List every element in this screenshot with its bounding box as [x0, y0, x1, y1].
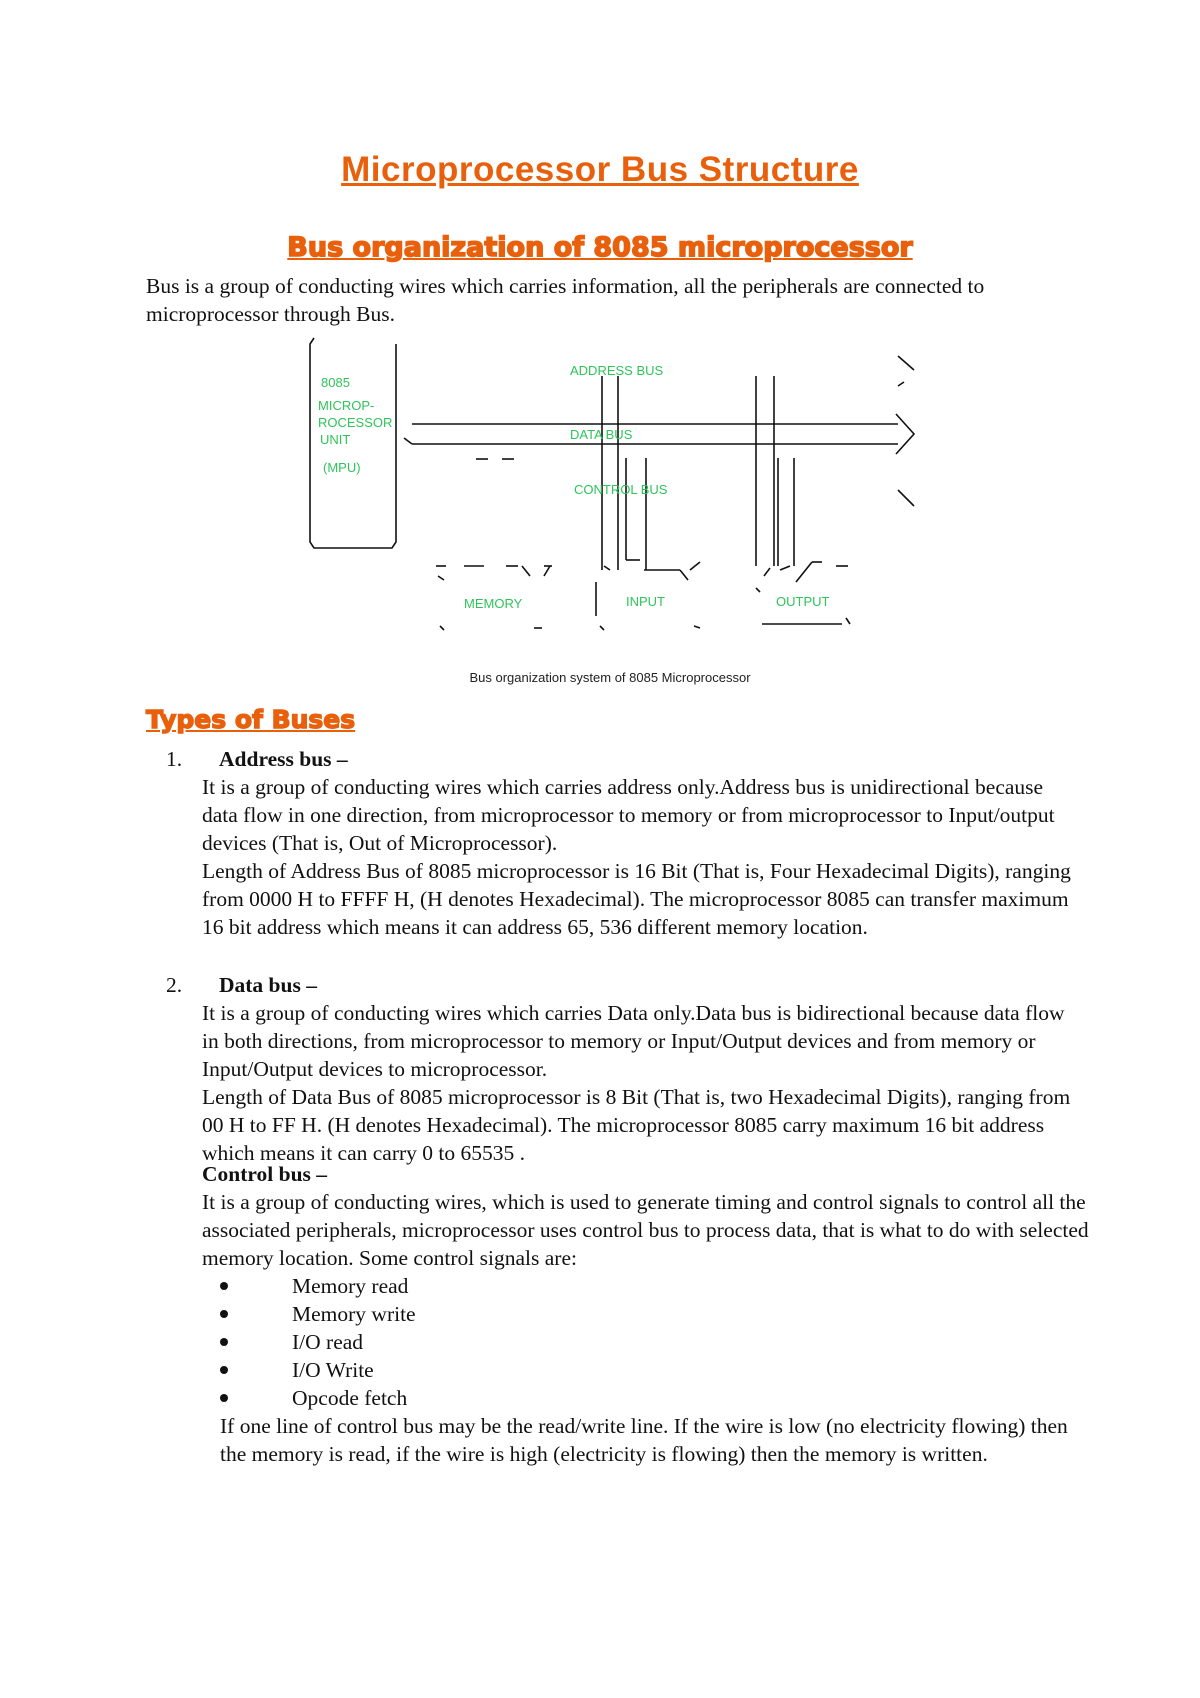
types-of-buses-heading: Types of Buses [146, 705, 356, 734]
memory-label: MEMORY [464, 596, 523, 611]
mpu-label-1: 8085 [321, 375, 350, 390]
data-bus-number: 2. [166, 973, 183, 997]
output-label: OUTPUT [776, 594, 830, 609]
address-bus-heading: Address bus – [219, 747, 348, 771]
bullet-icon [220, 1282, 228, 1290]
list-item [210, 1300, 416, 1328]
list-item [210, 1384, 416, 1412]
signal-label: Opcode fetch [292, 1386, 408, 1410]
bus-diagram-svg [0, 330, 1200, 700]
mpu-label-3: ROCESSOR [318, 415, 393, 430]
mpu-label-5: (MPU) [323, 460, 361, 475]
mpu-label-4: UNIT [320, 432, 351, 447]
page-title: Microprocessor Bus Structure [341, 150, 859, 189]
bus-organization-diagram [0, 330, 1200, 700]
signal-label: I/O read [292, 1330, 364, 1354]
bullet-icon [220, 1310, 228, 1318]
data-bus-paragraph-2: Length of Data Bus of 8085 microprocessor is 8 Bit (That is, two Hexadecimal Digits), ranging from 00 H to FF H. (H denotes Hexadecimal). The microprocessor 8085 carry maximum 16 bit address which means it can carry 0 to 65535 . [202, 1085, 1071, 1165]
data-bus-heading: Data bus – [219, 973, 317, 997]
data-bus-paragraph-1: It is a group of conducting wires which carries Data only.Data bus is bidirectional because data flow in both directions, from microprocessor to memory or Input/Output devices and from memory or Input/Output devices to microprocessor. [202, 1001, 1065, 1081]
bullet-icon [220, 1366, 228, 1374]
bullet-icon [220, 1338, 228, 1346]
signal-label: I/O Write [292, 1358, 374, 1382]
signal-label: Memory read [292, 1274, 409, 1298]
control-bus-paragraph-1: It is a group of conducting wires, which is used to generate timing and control signals to control all the associated peripherals, microprocessor uses control bus to process data, that is what to do with selected memory location. Some control signals are: [202, 1190, 1089, 1270]
data-bus-arrowhead [896, 414, 914, 454]
input-label: INPUT [626, 594, 665, 609]
mpu-label-2: MICROP- [318, 398, 375, 413]
list-item [210, 1328, 416, 1356]
signal-label: Memory write [292, 1302, 416, 1326]
intro-paragraph: Bus is a group of conducting wires which carries information, all the peripherals are connected to microprocessor through Bus. [146, 274, 985, 326]
data-bus-label: DATA BUS [570, 427, 633, 442]
figure-caption: Bus organization system of 8085 Microprocessor [469, 670, 751, 685]
address-bus-paragraph-1: It is a group of conducting wires which carries address only.Address bus is unidirectional because data flow in one direction, from microprocessor to memory or from microprocessor to Input/output devices (That is, Out of Microprocessor). [202, 775, 1055, 855]
address-bus-number: 1. [166, 747, 183, 771]
list-item [210, 1356, 416, 1384]
control-bus-label: CONTROL BUS [574, 482, 668, 497]
list-item [210, 1272, 416, 1300]
control-signals-list [210, 1272, 416, 1412]
control-bus-paragraph-2: If one line of control bus may be the read/write line. If the wire is low (no electricity flowing) then the memory is read, if the wire is high (electricity is flowing) then the memory is written. [220, 1414, 1068, 1466]
bullet-icon [220, 1394, 228, 1402]
section-subtitle: Bus organization of 8085 microprocessor [287, 232, 913, 263]
address-bus-label: ADDRESS BUS [570, 363, 664, 378]
address-bus-paragraph-2: Length of Address Bus of 8085 microprocessor is 16 Bit (That is, Four Hexadecimal Digits), ranging from 0000 H to FFFF H, (H denotes Hexadecimal). The microprocessor 8085 can transfer maximum 16 bit address which means it can address 65, 536 different memory location. [202, 859, 1071, 939]
control-bus-heading: Control bus – [202, 1162, 328, 1186]
